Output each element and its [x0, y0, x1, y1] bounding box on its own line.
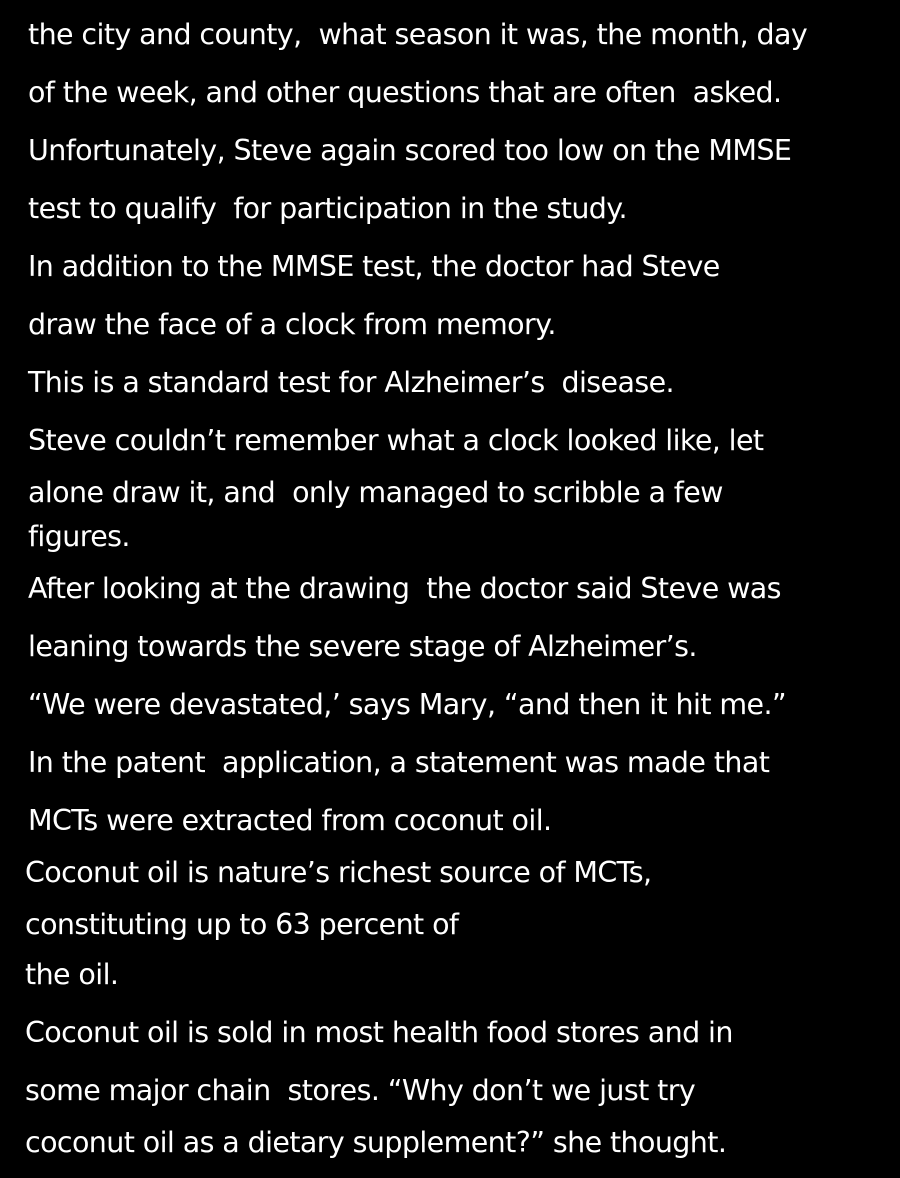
- text-line: Unfortunately, Steve again scored too low on the MMSE: [28, 134, 792, 167]
- text-line: draw the face of a clock from memory.: [28, 308, 556, 341]
- text-line: Coconut oil is nature’s richest source of MCTs,: [25, 856, 652, 889]
- text-line: In the patent application, a statement was made that: [28, 746, 770, 779]
- text-line: In addition to the MMSE test, the doctor had Steve: [28, 250, 720, 283]
- text-line: the oil.: [25, 958, 119, 991]
- text-line: Coconut oil is sold in most health food stores and in: [25, 1016, 733, 1049]
- text-line: Steve couldn’t remember what a clock looked like, let: [28, 424, 764, 457]
- text-line: alone draw it, and only managed to scribble a few: [28, 476, 723, 509]
- text-line: “We were devastated,’ says Mary, “and then it hit me.”: [28, 688, 787, 721]
- text-line: MCTs were extracted from coconut oil.: [28, 804, 552, 837]
- text-line: some major chain stores. “Why don’t we just try: [25, 1074, 696, 1107]
- text-line: the city and county, what season it was, the month, day: [28, 18, 808, 51]
- text-line: coconut oil as a dietary supplement?” she thought.: [25, 1126, 727, 1159]
- text-line: constituting up to 63 percent of: [25, 908, 459, 941]
- text-line: of the week, and other questions that are often asked.: [28, 76, 782, 109]
- text-line: figures.: [28, 520, 130, 553]
- text-line: This is a standard test for Alzheimer’s disease.: [28, 366, 674, 399]
- text-line: leaning towards the severe stage of Alzheimer’s.: [28, 630, 697, 663]
- text-line: After looking at the drawing the doctor said Steve was: [28, 572, 781, 605]
- text-line: test to qualify for participation in the study.: [28, 192, 627, 225]
